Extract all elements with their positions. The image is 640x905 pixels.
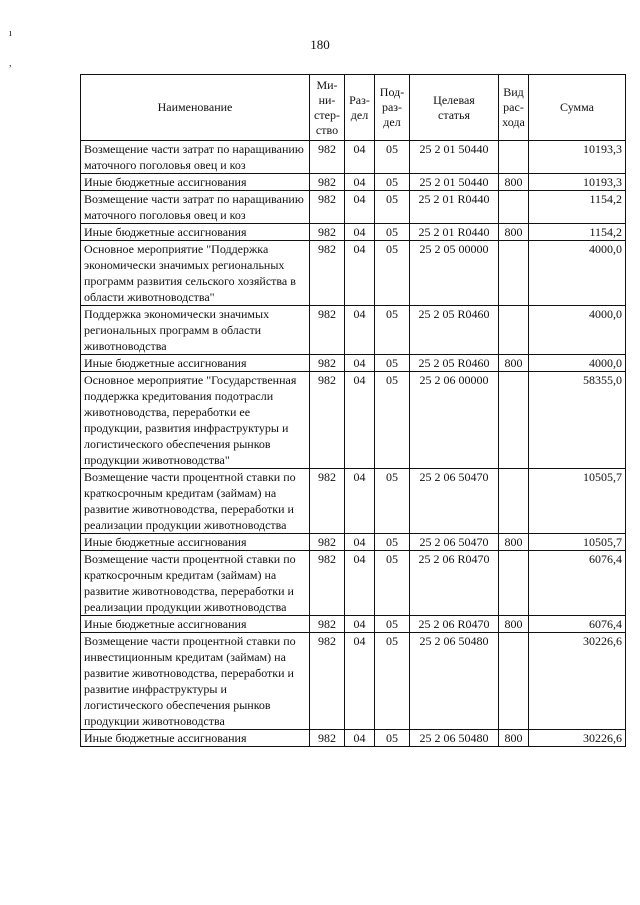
- cell-target: 25 2 06 50480: [410, 633, 499, 730]
- cell-expense-type: [499, 306, 529, 355]
- cell-expense-type: [499, 372, 529, 469]
- cell-name: Возмещение части затрат по наращиванию маточного поголовья овец и коз: [81, 191, 310, 224]
- cell-subsection: 05: [375, 372, 410, 469]
- table-row: [81, 224, 626, 241]
- header-subsection: Под- раз- дел: [375, 75, 410, 141]
- cell-target: 25 2 01 50440: [410, 141, 499, 174]
- cell-section: 04: [345, 730, 375, 747]
- table-row: [81, 191, 626, 224]
- cell-sum: 4000,0: [529, 306, 626, 355]
- cell-sum: 4000,0: [529, 241, 626, 306]
- cell-sum: 30226,6: [529, 730, 626, 747]
- cell-expense-type: 800: [499, 616, 529, 633]
- cell-name: Иные бюджетные ассигнования: [81, 616, 310, 633]
- cell-sum: 10193,3: [529, 174, 626, 191]
- cell-subsection: 05: [375, 633, 410, 730]
- cell-name: Возмещение части затрат по наращиванию маточного поголовья овец и коз: [81, 141, 310, 174]
- cell-expense-type: 800: [499, 355, 529, 372]
- table-row: [81, 551, 626, 616]
- cell-section: 04: [345, 306, 375, 355]
- cell-subsection: 05: [375, 141, 410, 174]
- table-row: [81, 633, 626, 730]
- cell-subsection: 05: [375, 306, 410, 355]
- cell-ministry: 982: [310, 469, 345, 534]
- cell-ministry: 982: [310, 551, 345, 616]
- header-ministry: Ми- ни- стер- ство: [310, 75, 345, 141]
- cell-section: 04: [345, 551, 375, 616]
- cell-ministry: 982: [310, 224, 345, 241]
- cell-ministry: 982: [310, 306, 345, 355]
- scan-margin-mark: ,: [9, 58, 12, 69]
- table-row: [81, 616, 626, 633]
- cell-ministry: 982: [310, 372, 345, 469]
- cell-name: Поддержка экономически значимых региональных программ в области животноводства: [81, 306, 310, 355]
- cell-expense-type: [499, 469, 529, 534]
- cell-target: 25 2 01 R0440: [410, 191, 499, 224]
- table-row: [81, 534, 626, 551]
- cell-expense-type: 800: [499, 534, 529, 551]
- cell-section: 04: [345, 534, 375, 551]
- cell-section: 04: [345, 241, 375, 306]
- cell-sum: 10193,3: [529, 141, 626, 174]
- cell-sum: 6076,4: [529, 551, 626, 616]
- cell-sum: 58355,0: [529, 372, 626, 469]
- cell-ministry: 982: [310, 191, 345, 224]
- cell-ministry: 982: [310, 633, 345, 730]
- cell-subsection: 05: [375, 730, 410, 747]
- cell-section: 04: [345, 224, 375, 241]
- cell-target: 25 2 06 50470: [410, 534, 499, 551]
- cell-ministry: 982: [310, 534, 345, 551]
- header-sum: Сумма: [529, 75, 626, 141]
- cell-expense-type: [499, 191, 529, 224]
- cell-target: 25 2 05 00000: [410, 241, 499, 306]
- table-row: [81, 241, 626, 306]
- cell-ministry: 982: [310, 730, 345, 747]
- cell-name: Возмещение части процентной ставки по краткосрочным кредитам (займам) на развитие животноводства, переработки и реализации продукции животноводства: [81, 551, 310, 616]
- cell-expense-type: 800: [499, 730, 529, 747]
- cell-subsection: 05: [375, 534, 410, 551]
- cell-target: 25 2 05 R0460: [410, 306, 499, 355]
- cell-name: Иные бюджетные ассигнования: [81, 355, 310, 372]
- cell-target: 25 2 06 00000: [410, 372, 499, 469]
- page-number: 180: [310, 37, 330, 52]
- cell-subsection: 05: [375, 241, 410, 306]
- cell-sum: 6076,4: [529, 616, 626, 633]
- cell-section: 04: [345, 633, 375, 730]
- cell-name: Иные бюджетные ассигнования: [81, 174, 310, 191]
- cell-expense-type: [499, 241, 529, 306]
- cell-name: Основное мероприятие "Поддержка экономически значимых региональных программ развития сельского хозяйства в области животноводства": [81, 241, 310, 306]
- cell-sum: 1154,2: [529, 224, 626, 241]
- cell-sum: 1154,2: [529, 191, 626, 224]
- cell-name: Возмещение части процентной ставки по краткосрочным кредитам (займам) на развитие животноводства, переработки и реализации продукции животноводства: [81, 469, 310, 534]
- cell-subsection: 05: [375, 224, 410, 241]
- table-header-row: [81, 75, 626, 141]
- cell-expense-type: 800: [499, 224, 529, 241]
- cell-ministry: 982: [310, 141, 345, 174]
- cell-target: 25 2 06 R0470: [410, 616, 499, 633]
- table-row: [81, 730, 626, 747]
- cell-expense-type: 800: [499, 174, 529, 191]
- table-row: [81, 306, 626, 355]
- cell-name: Иные бюджетные ассигнования: [81, 730, 310, 747]
- cell-ministry: 982: [310, 355, 345, 372]
- cell-expense-type: [499, 633, 529, 730]
- cell-subsection: 05: [375, 616, 410, 633]
- cell-expense-type: [499, 141, 529, 174]
- cell-subsection: 05: [375, 174, 410, 191]
- cell-section: 04: [345, 141, 375, 174]
- cell-target: 25 2 06 50480: [410, 730, 499, 747]
- cell-expense-type: [499, 551, 529, 616]
- header-name: Наименование: [81, 75, 310, 141]
- cell-subsection: 05: [375, 355, 410, 372]
- table-body: [81, 141, 626, 747]
- cell-section: 04: [345, 355, 375, 372]
- cell-subsection: 05: [375, 469, 410, 534]
- cell-section: 04: [345, 191, 375, 224]
- cell-name: Иные бюджетные ассигнования: [81, 224, 310, 241]
- header-expense-type: Вид рас- хода: [499, 75, 529, 141]
- cell-target: 25 2 05 R0460: [410, 355, 499, 372]
- cell-sum: 30226,6: [529, 633, 626, 730]
- cell-section: 04: [345, 616, 375, 633]
- cell-subsection: 05: [375, 551, 410, 616]
- cell-ministry: 982: [310, 616, 345, 633]
- cell-sum: 10505,7: [529, 469, 626, 534]
- cell-sum: 4000,0: [529, 355, 626, 372]
- cell-sum: 10505,7: [529, 534, 626, 551]
- cell-ministry: 982: [310, 174, 345, 191]
- cell-target: 25 2 01 R0440: [410, 224, 499, 241]
- cell-target: 25 2 01 50440: [410, 174, 499, 191]
- cell-target: 25 2 06 R0470: [410, 551, 499, 616]
- scan-margin-mark: ı: [9, 28, 12, 39]
- cell-section: 04: [345, 372, 375, 469]
- cell-section: 04: [345, 469, 375, 534]
- table-row: [81, 141, 626, 174]
- table-row: [81, 372, 626, 469]
- budget-table: [80, 74, 626, 747]
- header-target: Целевая статья: [410, 75, 499, 141]
- cell-target: 25 2 06 50470: [410, 469, 499, 534]
- cell-subsection: 05: [375, 191, 410, 224]
- cell-name: Основное мероприятие "Государственная поддержка кредитования подотрасли животноводства, переработки ее продукции, развития инфраструктуры и логистического обеспечения рынков продукции животноводства": [81, 372, 310, 469]
- header-section: Раз- дел: [345, 75, 375, 141]
- cell-ministry: 982: [310, 241, 345, 306]
- cell-name: Возмещение части процентной ставки по инвестиционным кредитам (займам) на развитие животноводства, переработки и развитие инфраструктуры и логистического обеспечения рынков продукции животноводства: [81, 633, 310, 730]
- cell-name: Иные бюджетные ассигнования: [81, 534, 310, 551]
- cell-section: 04: [345, 174, 375, 191]
- table-row: [81, 174, 626, 191]
- table-row: [81, 469, 626, 534]
- table-row: [81, 355, 626, 372]
